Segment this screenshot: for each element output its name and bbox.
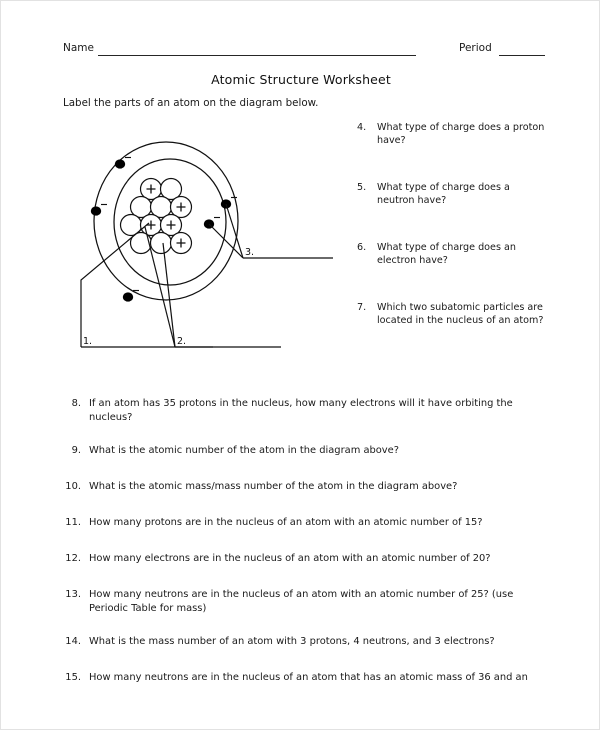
question-9-number: 9. (71, 445, 81, 456)
period-label: Period (459, 42, 492, 54)
question-13 (63, 588, 531, 616)
question-15 (63, 671, 531, 685)
question-4 (357, 122, 547, 147)
question-8-number: 8. (71, 398, 81, 409)
electrons (91, 159, 231, 301)
question-12-text: How many electrons are in the nucleus of an atom with an atomic number of 20? (89, 553, 491, 564)
electron-dot (91, 206, 101, 215)
question-12 (63, 552, 531, 566)
electron-dot (123, 292, 133, 301)
question-7-text: Which two subatomic particles are located in the nucleus of an atom? (377, 302, 544, 326)
question-14-text: What is the mass number of an atom with 3 protons, 4 neutrons, and 3 electrons? (89, 636, 495, 647)
question-11-number: 11. (65, 517, 81, 528)
diagram-label-2: 2. (177, 336, 187, 347)
question-8 (63, 397, 531, 425)
question-6-text: What type of charge does an electron have? (377, 242, 516, 266)
question-6 (357, 242, 547, 267)
question-5-number: 5. (357, 182, 367, 193)
question-9 (63, 444, 531, 458)
question-4-text: What type of charge does a proton have? (377, 122, 545, 146)
question-11 (63, 516, 531, 530)
question-12-number: 12. (65, 553, 81, 564)
question-14 (63, 635, 531, 649)
worksheet-header (1, 42, 600, 62)
nucleus-neutron (151, 233, 172, 254)
diagram-label-1: 1. (83, 336, 93, 347)
question-10 (63, 480, 531, 494)
leader-line-2 (163, 243, 175, 347)
page-title: Atomic Structure Worksheet (211, 72, 391, 87)
question-14-number: 14. (65, 636, 81, 647)
question-11-text: How many protons are in the nucleus of an atom with an atomic number of 15? (89, 517, 483, 528)
atom-diagram (63, 119, 363, 369)
name-label: Name (63, 42, 94, 54)
electron-dot (115, 159, 125, 168)
question-5 (357, 182, 547, 207)
question-10-text: What is the atomic mass/mass number of the atom in the diagram above? (89, 481, 458, 492)
question-7 (357, 302, 547, 327)
diagram-label-3: 3. (245, 247, 255, 258)
question-7-number: 7. (357, 302, 367, 313)
question-8-text: If an atom has 35 protons in the nucleus, how many electrons will it have orbiting the nucleus? (89, 398, 513, 424)
instruction-text: Label the parts of an atom on the diagram below. (63, 97, 319, 109)
question-6-number: 6. (357, 242, 367, 253)
question-5-text: What type of charge does a neutron have? (377, 182, 510, 206)
question-13-number: 13. (65, 589, 81, 600)
question-10-number: 10. (65, 481, 81, 492)
question-4-number: 4. (357, 122, 367, 133)
name-blank-line[interactable] (98, 55, 416, 56)
question-9-text: What is the atomic number of the atom in the diagram above? (89, 445, 399, 456)
period-blank-line[interactable] (499, 55, 545, 56)
question-13-text: How many neutrons are in the nucleus of an atom with an atomic number of 25? (use Periodic Table for mass) (89, 589, 514, 615)
question-15-number: 15. (65, 672, 81, 683)
question-15-text: How many neutrons are in the nucleus of an atom that has an atomic mass of 36 and an (89, 672, 528, 683)
